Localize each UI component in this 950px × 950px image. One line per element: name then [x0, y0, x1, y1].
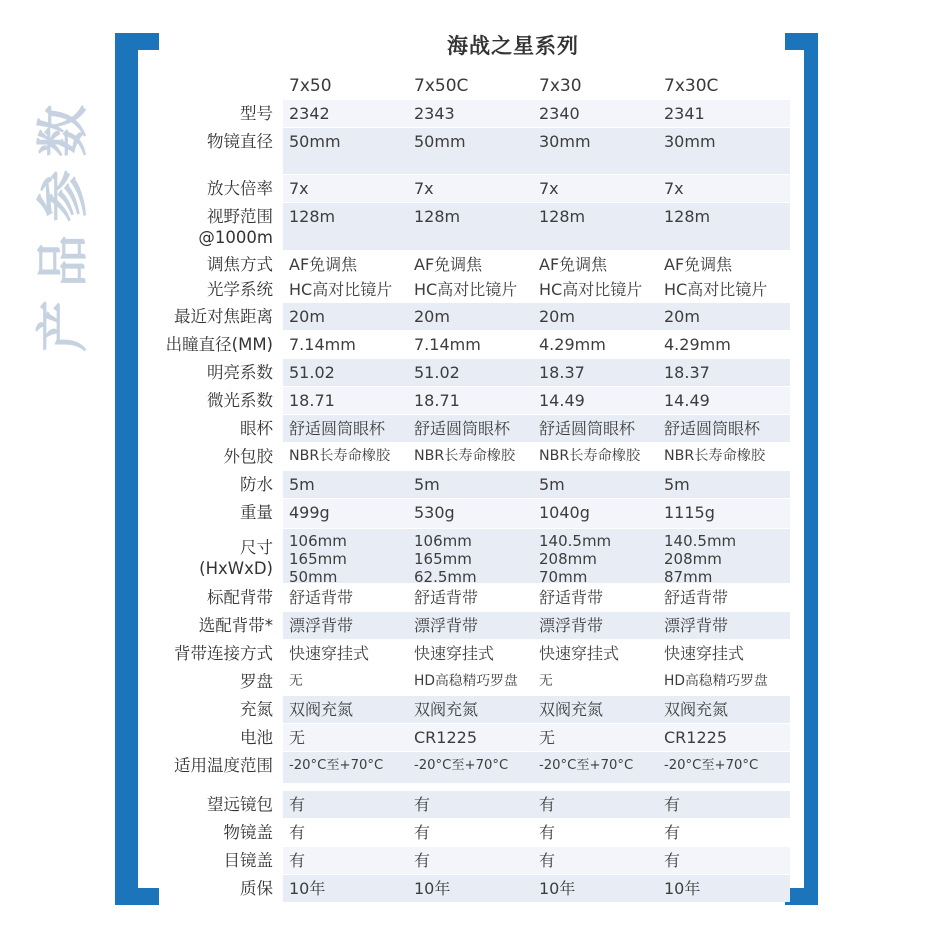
spec-cell: 双阀充氮: [289, 700, 354, 719]
row-label: 物镜直径: [207, 132, 273, 151]
spec-row: [0, 331, 790, 359]
right-bracket-top-stub: [785, 33, 818, 50]
spec-cell: 快速穿挂式: [539, 644, 620, 663]
row-label-line: (HxWxD): [199, 559, 273, 578]
row-label-line: 尺寸: [240, 538, 273, 557]
spec-cell: NBR长寿命橡胶: [664, 448, 766, 464]
spec-cell: 530g: [414, 503, 455, 522]
spec-cell: 7x: [664, 179, 684, 198]
spec-cell: 快速穿挂式: [289, 644, 370, 663]
spec-row: [0, 128, 790, 175]
column-header: 7x50C: [414, 76, 469, 96]
spec-cell: 漂浮背带: [289, 616, 354, 635]
spec-cell-line: 208mm: [664, 550, 722, 568]
spec-cell: 128m: [539, 207, 586, 226]
spec-row: [0, 612, 790, 640]
spec-cell: 5m: [539, 475, 565, 494]
spec-cell: 18.71: [289, 391, 335, 410]
spec-cell: 舒适圆筒眼杯: [414, 419, 511, 438]
row-label: 电池: [240, 728, 273, 747]
spec-cell: HD高稳精巧罗盘: [414, 673, 518, 689]
spec-cell: 20m: [289, 307, 325, 326]
row-label: 微光系数: [207, 391, 273, 410]
spec-cell: 10年: [289, 879, 326, 898]
spec-cell-line: 50mm: [289, 568, 338, 586]
spec-cell: HC高对比镜片: [664, 280, 768, 299]
spec-cell: 18.37: [664, 363, 710, 382]
column-header-row: [0, 73, 790, 100]
spec-cell: 5m: [414, 475, 440, 494]
spec-cell: HC高对比镜片: [414, 280, 518, 299]
row-label: 重量: [240, 503, 273, 522]
spec-cell: 有: [664, 851, 681, 870]
spec-cell: 无: [289, 673, 303, 689]
spec-cell: 舒适圆筒眼杯: [539, 419, 636, 438]
spec-row: [0, 100, 790, 128]
spec-cell: -20°C至+70°C: [289, 758, 384, 773]
spec-cell: 2343: [414, 104, 455, 123]
spec-cell: 7x: [414, 179, 434, 198]
spec-row: [0, 584, 790, 612]
row-label: 质保: [240, 879, 273, 898]
spec-row: [0, 668, 790, 696]
spec-cell: 有: [664, 795, 681, 814]
row-label: 充氮: [240, 700, 273, 719]
spec-cell-line: 165mm: [414, 550, 472, 568]
spec-cell: 14.49: [664, 391, 710, 410]
row-label: 眼杯: [240, 419, 273, 438]
spec-cell: AF免调焦: [539, 255, 608, 274]
spec-cell: 7.14mm: [414, 335, 481, 354]
column-header: 7x30: [539, 76, 582, 96]
spec-row: [0, 175, 790, 203]
spec-row: [0, 443, 790, 471]
spec-cell-line: 106mm: [289, 532, 347, 550]
spec-row: [0, 847, 790, 875]
spec-cell: 舒适背带: [289, 588, 354, 607]
spec-row: [0, 529, 790, 584]
spec-cell: 5m: [289, 475, 315, 494]
spec-cell: 有: [289, 823, 306, 842]
spec-cell: CR1225: [664, 728, 728, 747]
row-label: 物镜盖: [223, 823, 273, 842]
spec-cell: 舒适背带: [539, 588, 604, 607]
spec-cell: 499g: [289, 503, 330, 522]
spec-row: [0, 791, 790, 819]
spec-cell: 双阀充氮: [414, 700, 479, 719]
spec-cell: 双阀充氮: [539, 700, 604, 719]
spec-cell: 10年: [664, 879, 701, 898]
spec-cell: 2340: [539, 104, 580, 123]
spec-cell: 14.49: [539, 391, 585, 410]
row-label: [0, 529, 283, 579]
row-label: 出瞳直径(MM): [165, 335, 273, 354]
spec-cell: 4.29mm: [664, 335, 731, 354]
spec-row: [0, 276, 790, 303]
spec-cell: 有: [414, 795, 431, 814]
spec-cell: [283, 529, 408, 586]
spec-cell: -20°C至+70°C: [414, 758, 509, 773]
spec-cell-line: 140.5mm: [664, 532, 737, 550]
spec-cell: 50mm: [289, 132, 341, 151]
spec-cell: 无: [539, 728, 556, 747]
spec-cell: [658, 529, 784, 586]
spec-row: [0, 359, 790, 387]
row-label: 放大倍率: [207, 179, 273, 198]
spec-cell: NBR长寿命橡胶: [414, 448, 516, 464]
spec-cell: 30mm: [539, 132, 591, 151]
spec-cell: CR1225: [414, 728, 478, 747]
spec-row: [0, 303, 790, 331]
spec-cell: 有: [539, 823, 556, 842]
spec-row: [0, 724, 790, 752]
spec-cell: AF免调焦: [289, 255, 358, 274]
spec-cell: 无: [539, 673, 553, 689]
spec-cell: 有: [289, 795, 306, 814]
spec-cell: HC高对比镜片: [289, 280, 393, 299]
spec-cell: 51.02: [414, 363, 460, 382]
row-label: 背带连接方式: [174, 644, 273, 663]
spec-cell: NBR长寿命橡胶: [539, 448, 641, 464]
spec-cell: 30mm: [664, 132, 716, 151]
spec-cell: 舒适圆筒眼杯: [289, 419, 386, 438]
row-label: 目镜盖: [223, 851, 273, 870]
spec-cell: 10年: [414, 879, 451, 898]
spec-cell: 无: [289, 728, 306, 747]
spec-cell: 128m: [414, 207, 461, 226]
spec-cell: HD高稳精巧罗盘: [664, 673, 768, 689]
spec-cell: 1040g: [539, 503, 590, 522]
spec-cell: 舒适背带: [414, 588, 479, 607]
spec-cell: 1115g: [664, 503, 715, 522]
spec-cell: 有: [539, 795, 556, 814]
spec-row: [0, 387, 790, 415]
row-label: 适用温度范围: [174, 756, 273, 775]
spec-cell: 有: [289, 851, 306, 870]
row-label: 光学系统: [207, 280, 273, 299]
spec-cell: 漂浮背带: [664, 616, 729, 635]
row-label-line: @1000m: [198, 228, 273, 247]
spec-cell-line: 140.5mm: [539, 532, 612, 550]
spec-cell: 7x: [539, 179, 559, 198]
spec-cell: 有: [664, 823, 681, 842]
column-header: 7x30C: [664, 76, 719, 96]
spec-cell: 有: [414, 851, 431, 870]
series-title: 海战之星系列: [447, 34, 579, 58]
row-label: 外包胶: [223, 447, 273, 466]
spec-row: [0, 640, 790, 668]
spec-cell-line: 106mm: [414, 532, 472, 550]
row-label: 罗盘: [240, 672, 273, 691]
spec-cell: 2342: [289, 104, 330, 123]
spec-cell-line: 70mm: [539, 568, 588, 586]
spec-cell: 20m: [539, 307, 575, 326]
row-label: 选配背带*: [198, 616, 273, 635]
spec-cell: 20m: [414, 307, 450, 326]
row-label: 最近对焦距离: [174, 307, 273, 326]
spec-cell: 20m: [664, 307, 700, 326]
spec-cell: 7x: [289, 179, 309, 198]
row-label: 明亮系数: [207, 363, 273, 382]
spec-row: [0, 696, 790, 724]
spec-cell: -20°C至+70°C: [539, 758, 634, 773]
spec-cell: 舒适圆筒眼杯: [664, 419, 761, 438]
spec-cell: 128m: [289, 207, 336, 226]
column-header-spacer: [0, 73, 283, 76]
spec-cell: 漂浮背带: [414, 616, 479, 635]
spec-cell-line: 208mm: [539, 550, 597, 568]
spec-cell-line: 165mm: [289, 550, 347, 568]
spec-cell: 5m: [664, 475, 690, 494]
row-label: [0, 203, 283, 248]
row-label-line: 视野范围: [207, 207, 273, 226]
spec-cell: 漂浮背带: [539, 616, 604, 635]
spec-cell: [408, 529, 533, 586]
spec-cell: 有: [414, 823, 431, 842]
spec-cell: 快速穿挂式: [664, 644, 745, 663]
spec-table: [0, 73, 790, 903]
spec-cell: 10年: [539, 879, 576, 898]
row-label: 型号: [240, 104, 273, 123]
spec-cell: 50mm: [414, 132, 466, 151]
spec-cell: 128m: [664, 207, 711, 226]
spec-cell: HC高对比镜片: [539, 280, 643, 299]
spec-cell: 18.71: [414, 391, 460, 410]
spec-cell: AF免调焦: [664, 255, 733, 274]
spec-cell: 快速穿挂式: [414, 644, 495, 663]
spec-row: [0, 471, 790, 499]
spec-cell: 舒适背带: [664, 588, 729, 607]
spec-cell: 双阀充氮: [664, 700, 729, 719]
side-label-vertical: 产品参数: [34, 91, 94, 352]
spec-row: [0, 752, 790, 784]
spec-row: [0, 875, 790, 903]
spec-cell: 4.29mm: [539, 335, 606, 354]
spec-cell-line: 87mm: [664, 568, 713, 586]
right-bracket-bar: [804, 33, 818, 905]
spec-row: [0, 415, 790, 443]
left-bracket-top-stub: [115, 33, 159, 50]
spec-cell: 7.14mm: [289, 335, 356, 354]
spec-cell: AF免调焦: [414, 255, 483, 274]
row-label: 防水: [240, 475, 273, 494]
spec-cell: 2341: [664, 104, 705, 123]
column-header: 7x50: [289, 76, 332, 96]
spec-row: [0, 203, 790, 251]
row-label: 望远镜包: [207, 795, 273, 814]
spec-cell: [533, 529, 658, 586]
spec-cell: 18.37: [539, 363, 585, 382]
spec-row: [0, 499, 790, 529]
row-label: 标配背带: [207, 588, 273, 607]
spec-cell: 51.02: [289, 363, 335, 382]
spec-cell-line: 62.5mm: [414, 568, 477, 586]
spec-row: [0, 251, 790, 276]
spec-cell: 有: [539, 851, 556, 870]
row-label: 调焦方式: [207, 255, 273, 274]
spec-cell: NBR长寿命橡胶: [289, 448, 391, 464]
spec-row: [0, 819, 790, 847]
spec-cell: -20°C至+70°C: [664, 758, 759, 773]
